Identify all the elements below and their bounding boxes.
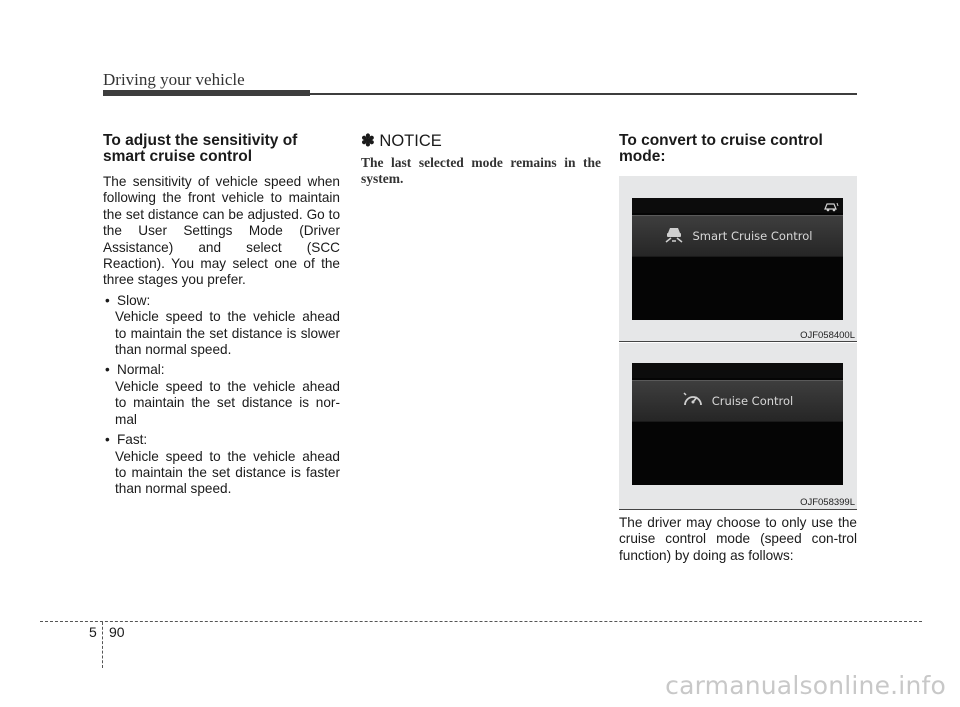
bullet-text: Vehicle speed to the vehicle ahead to maintain the set distance is slower than normal speed. <box>115 309 340 358</box>
bullet-label: Fast: <box>117 432 148 448</box>
notice-title: NOTICE <box>379 132 442 150</box>
list-item <box>103 293 340 359</box>
cluster-screen <box>632 363 843 485</box>
header-rule-thin <box>310 93 857 95</box>
bullet-label: Slow: <box>117 292 151 308</box>
figure-divider <box>619 509 857 510</box>
list-item <box>103 362 340 428</box>
bullet-text: Vehicle speed to the vehicle ahead to maintain the set distance is nor-mal <box>115 378 340 427</box>
convert-text: The driver may choose to only use the cruise control mode (speed con-trol function) by doing as follows: <box>619 515 857 563</box>
bullet-label: Normal: <box>117 362 165 378</box>
mode-bar <box>632 215 843 257</box>
notice-box <box>361 133 601 186</box>
figure-code: OJF058400L <box>800 330 855 341</box>
notice-heading <box>361 132 601 150</box>
footer-divider <box>102 622 103 668</box>
bullet-icon: • <box>105 432 110 448</box>
bullet-icon: • <box>105 362 110 378</box>
notice-icon: ✽ <box>361 132 375 150</box>
sensitivity-heading: To adjust the sensitivity of smart cruise control <box>103 132 298 165</box>
mode-bar <box>632 380 843 422</box>
figure-code: OJF058399L <box>800 497 855 508</box>
mode-label: Smart Cruise Control <box>692 229 813 243</box>
header-rule-thick <box>103 90 310 96</box>
convert-heading: To convert to cruise control mode: <box>619 132 823 165</box>
figure-smart-cruise <box>619 176 857 341</box>
figure-divider <box>619 341 857 342</box>
speedometer-icon <box>682 390 704 413</box>
smart-cruise-icon <box>663 225 685 248</box>
sensitivity-intro: The sensitivity of vehicle speed when following the front vehicle to maintain the set distance can be adjusted. Go to the User Settings Mode (Driver Assistance) and select (SCC Reaction). You may select one of the three stages you prefer. <box>103 174 340 288</box>
mode-label: Cruise Control <box>711 394 794 408</box>
notice-text: The last selected mode remains in the system. <box>361 155 601 186</box>
bullet-text: Vehicle speed to the vehicle ahead to maintain the set distance is faster than normal speed. <box>115 448 340 497</box>
left-column <box>103 133 340 498</box>
figure-cruise <box>619 343 857 509</box>
page-number: 90 <box>109 624 125 640</box>
chapter-number: 5 <box>89 624 97 640</box>
bullet-icon: • <box>105 292 110 308</box>
list-item <box>103 432 340 498</box>
cluster-screen <box>632 198 843 320</box>
footer-rule <box>40 621 922 622</box>
watermark: carmanualsonline.info <box>665 671 946 700</box>
section-title: Driving your vehicle <box>103 70 245 89</box>
